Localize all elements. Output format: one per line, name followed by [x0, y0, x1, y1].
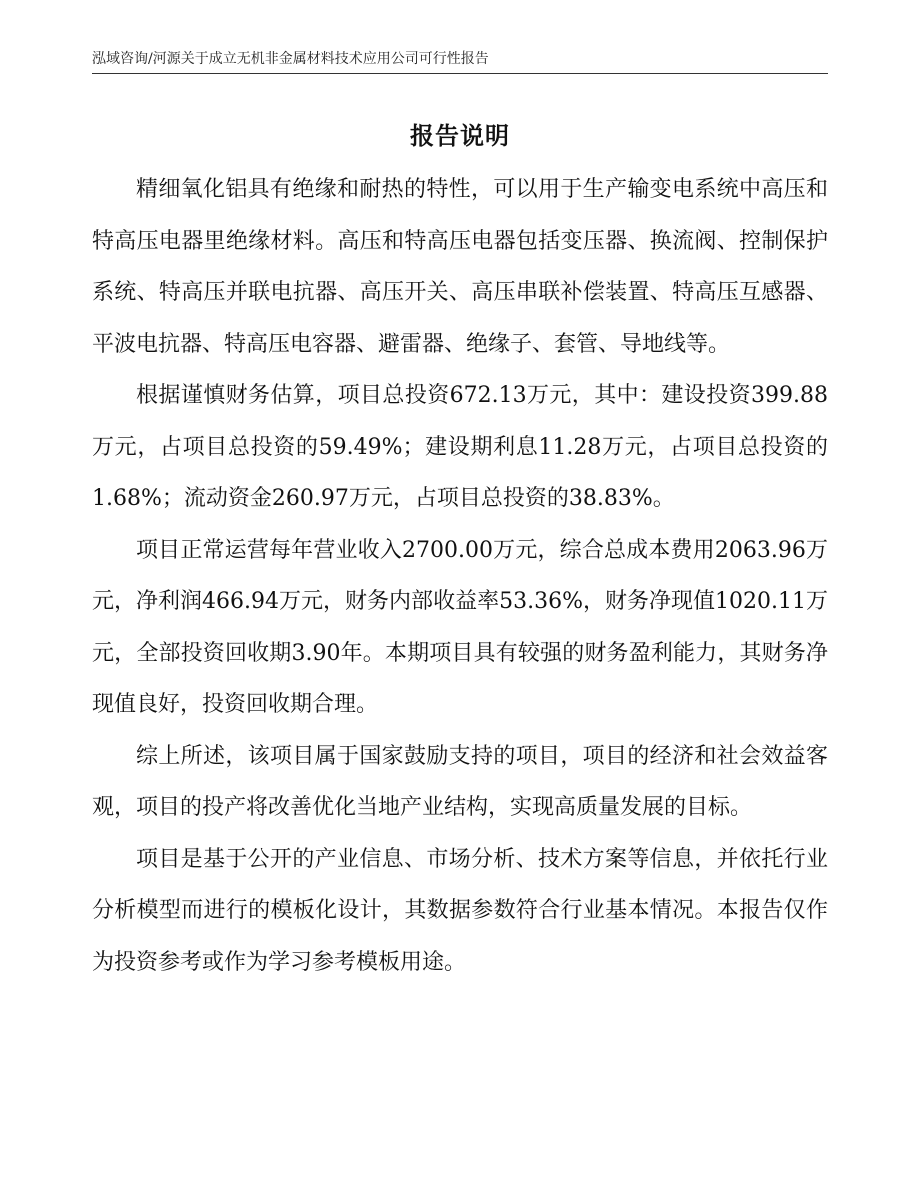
running-header: 泓域咨询/河源关于成立无机非金属材料技术应用公司可行性报告	[92, 51, 489, 67]
paragraph-product-description: 精细氧化铝具有绝缘和耐热的特性，可以用于生产输变电系统中高压和特高压电器里绝缘材料。高压和特高压电器包括变压器、换流阀、控制保护系统、特高压并联电抗器、高压开关、高压串联补偿装置、特高压互感器、平波电抗器、特高压电容器、避雷器、绝缘子、套管、导地线等。	[92, 177, 828, 357]
paragraph-disclaimer: 项目是基于公开的产业信息、市场分析、技术方案等信息，并依托行业分析模型而进行的模板化设计，其数据参数符合行业基本情况。本报告仅作为投资参考或作为学习参考模板用途。	[92, 846, 828, 975]
paragraph-financial-performance: 项目正常运营每年营业收入2700.00万元，综合总成本费用2063.96万元，净利润466.94万元，财务内部收益率53.36%，财务净现值1020.11万元，全部投资回收期3.90年。本期项目具有较强的财务盈利能力，其财务净现值良好，投资回收期合理。	[92, 537, 828, 717]
header-divider	[92, 73, 828, 74]
page-title: 报告说明	[410, 121, 510, 150]
report-body	[92, 164, 828, 988]
paragraph-investment-estimate: 根据谨慎财务估算，项目总投资672.13万元，其中：建设投资399.88万元，占项目总投资的59.49%；建设期利息11.28万元，占项目总投资的1.68%；流动资金260.97万元，占项目总投资的38.83%。	[92, 383, 828, 511]
paragraph-conclusion: 综上所述，该项目属于国家鼓励支持的项目，项目的经济和社会效益客观，项目的投产将改善优化当地产业结构，实现高质量发展的目标。	[92, 743, 828, 820]
